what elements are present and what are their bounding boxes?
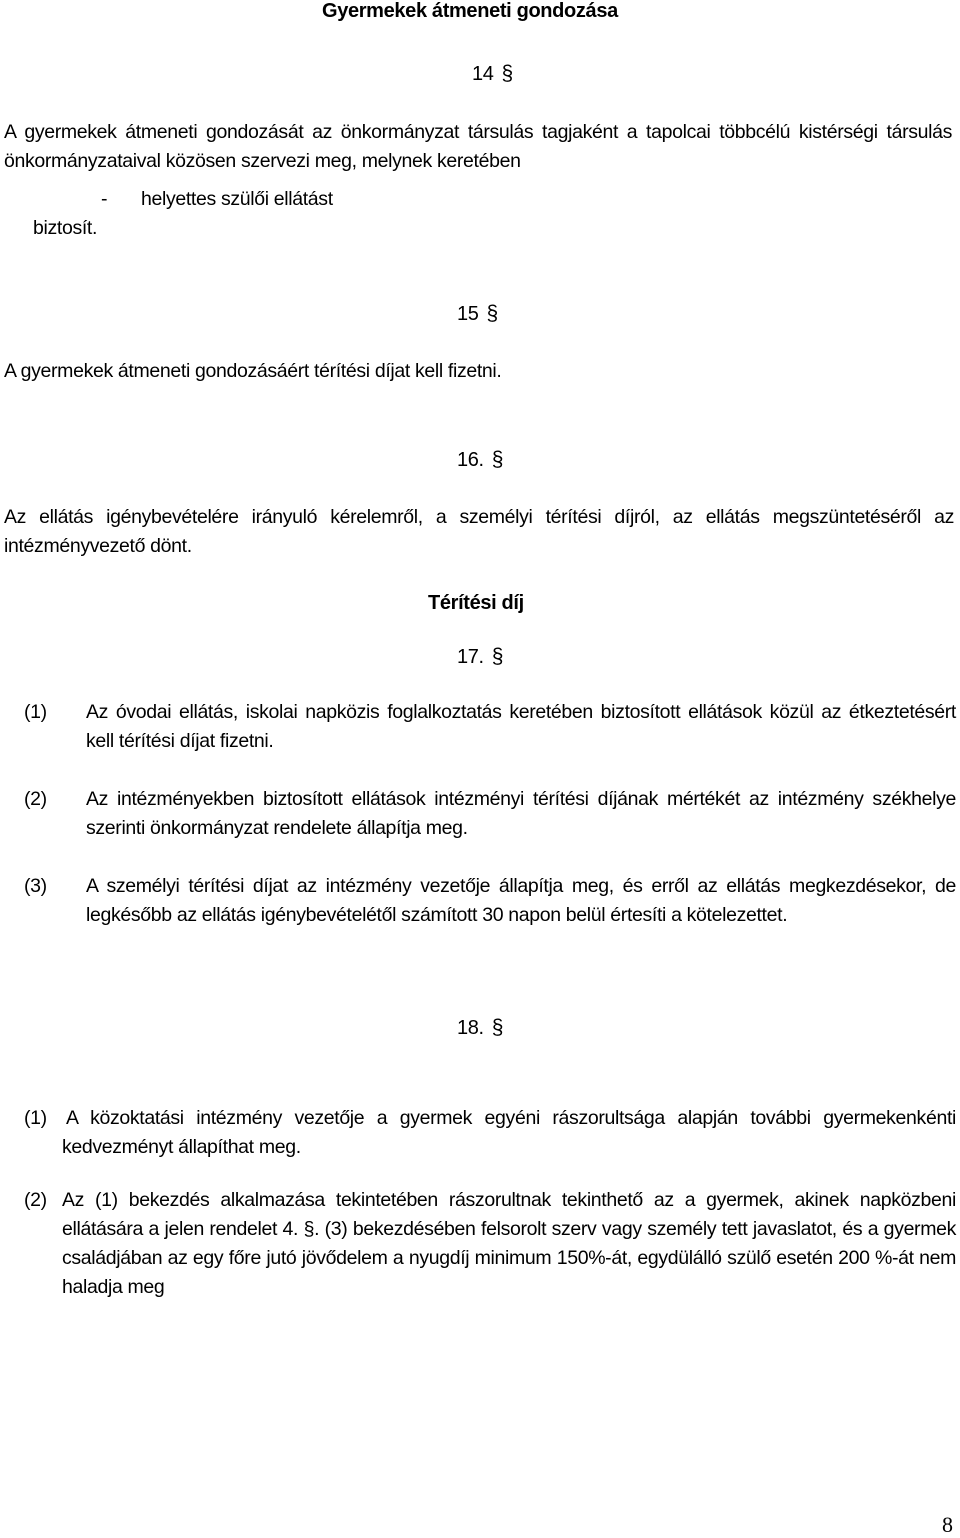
page-number: 8 [942,1512,953,1537]
section-17-item-3 [24,872,956,959]
section-sign: § [501,62,513,85]
section-16-heading [457,448,503,472]
item-number: (3) [24,875,47,897]
section-17-heading [457,645,503,669]
section-17-item-2 [24,785,956,843]
section-sign: § [486,302,498,325]
section-number: 14 [472,63,494,85]
section-number: 17. [457,646,484,668]
section-sign: § [491,448,504,471]
section-sign: § [491,1016,504,1039]
item-number: (2) [24,1189,47,1211]
subtitle: Térítési díj [428,592,524,614]
item-text: A közoktatási intézmény vezetője a gyermek egyéni rászorultsága alapján további gyermekenkénti kedvezményt állapíthat meg. [62,1107,956,1158]
item-number: (1) [24,1107,47,1129]
item-number: (2) [24,788,47,810]
bullet-item-text: helyettes szülői ellátást [141,188,333,210]
section-16-paragraph: Az ellátás igénybevételére irányuló kérelemről, a személyi térítési díjról, az ellátás megszüntetéséről az intézményvezető dönt. [4,506,954,557]
section-number: 15 [457,303,479,325]
item-text: Az óvodai ellátás, iskolai napközis foglalkoztatás keretében biztosított ellátások közül az étkeztetésért kell térítési díjat fizetni. [86,701,956,752]
item-text: Az intézményekben biztosított ellátások intézményi térítési díjának mértékét az intézmény székhelye szerinti önkormányzat rendelete állapítja meg. [86,788,956,839]
item-text: A személyi térítési díjat az intézmény vezetője állapítja meg, és erről az ellátás megkezdésekor, de legkésőbb az ellátás igénybevételétől számított 30 napon belül értesíti a kötelezettet. [86,875,956,926]
section-14-closing: biztosít. [33,217,98,239]
section-15-heading [457,302,498,326]
section-14-paragraph: A gyermekek átmeneti gondozását az önkormányzat társulás tagjaként a tapolcai többcélú kistérségi társulás önkormányzataival közösen szervezi meg, melynek keretében [4,121,952,172]
item-text: Az (1) bekezdés alkalmazása tekintetében rászorultnak tekinthető az a gyermek, akinek napközbeni ellátására a jelen rendelet 4. §. (3) bekezdésében felsorolt szerv vagy személy tett javaslatot, és a gyermek családjában az egy főre jutó jövődelem a nyugdíj minimum 150%-át, egydülálló szülő esetén 200 %-át nem haladja meg [62,1189,956,1298]
section-number: 18. [457,1017,484,1039]
section-18-item-1 [24,1104,956,1162]
section-14-heading [472,62,513,86]
section-number: 16. [457,449,484,471]
section-18-item-2 [24,1186,956,1302]
section-17-item-1 [24,698,956,756]
section-sign: § [491,645,504,668]
section-18-heading [457,1016,503,1040]
document-title: Gyermekek átmeneti gondozása [322,0,618,22]
item-number: (1) [24,701,47,723]
section-15-paragraph: A gyermekek átmeneti gondozásáért térítési díjat kell fizetni. [4,360,502,382]
bullet-dash: - [101,188,108,210]
